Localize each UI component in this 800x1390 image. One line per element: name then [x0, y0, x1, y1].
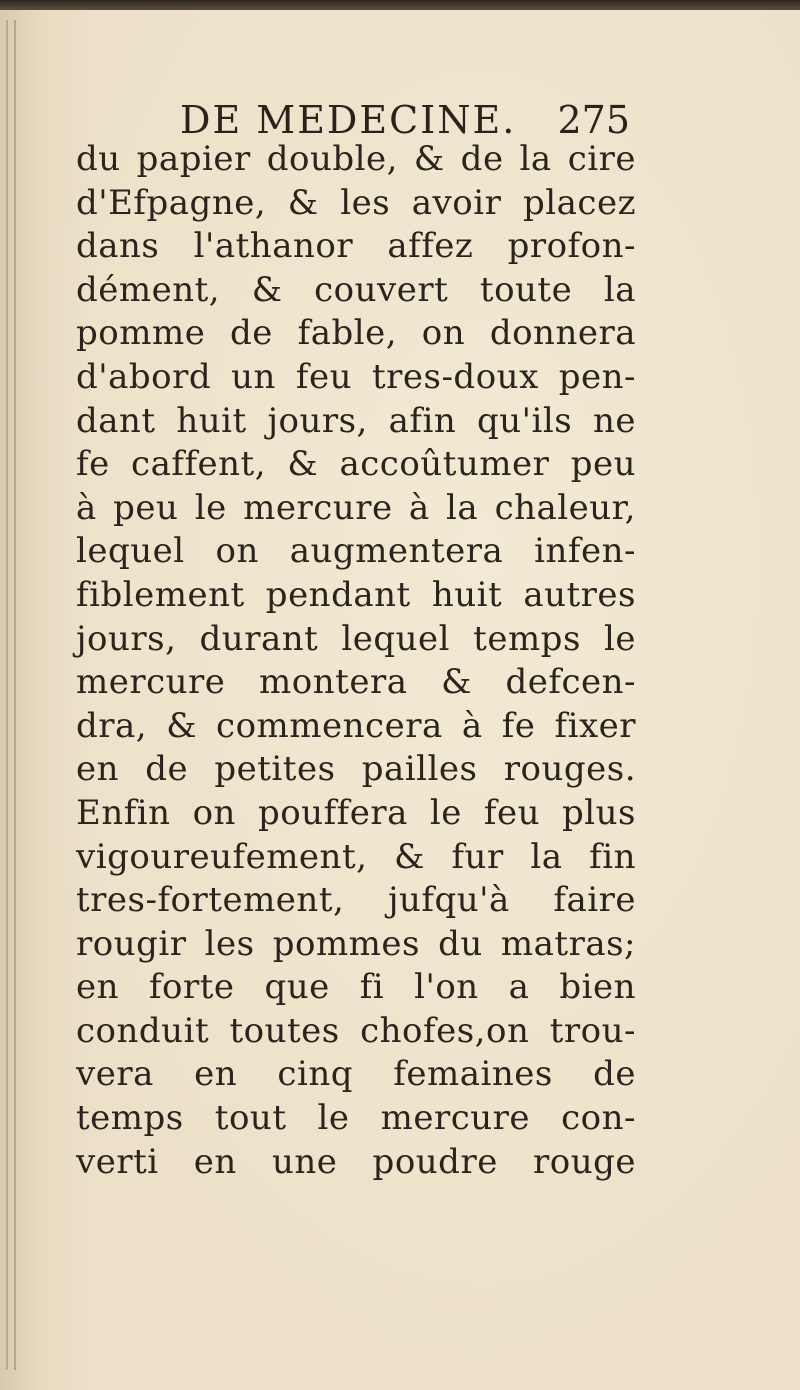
- text-line: du papier double, & de la cire: [76, 139, 636, 179]
- text-line: tres-fortement, jufqu'à faire: [76, 880, 636, 921]
- text-line: temps tout le mercure con-: [76, 1098, 636, 1139]
- text-line: conduit toutes chofes,on trou-: [76, 1010, 636, 1051]
- spine-edge: [6, 20, 8, 1370]
- text-line: en de petites pailles rouges.: [76, 749, 636, 790]
- text-line: dément, & couvert toute la: [76, 269, 636, 310]
- body-text: [76, 138, 636, 1184]
- text-line: jours, durant lequel temps le: [76, 618, 636, 659]
- page-top-edge: [0, 0, 800, 10]
- text-line: pomme de fable, on donnera: [76, 313, 636, 354]
- running-head: DE MEDECINE.: [180, 98, 517, 142]
- text-line: rougir les pommes du matras;: [76, 923, 636, 964]
- text-line: d'Efpagne, & les avoir placez: [76, 182, 636, 223]
- text-line: en forte que fi l'on a bien: [76, 967, 636, 1008]
- page-number: 275: [557, 98, 630, 142]
- text-line: d'abord un feu tres-doux pen-: [76, 356, 636, 397]
- text-line: fiblement pendant huit autres: [76, 574, 636, 615]
- text-line: vera en cinq femaines de: [76, 1054, 636, 1095]
- text-line: dra, & commencera à fe fixer: [76, 705, 636, 746]
- text-line: fe caffent, & accoûtumer peu: [76, 444, 636, 485]
- spine-shadow: [14, 20, 16, 1370]
- text-line: verti en une poudre rouge: [76, 1141, 636, 1182]
- text-line: dant huit jours, afin qu'ils ne: [76, 400, 636, 441]
- text-line: vigoureufement, & fur la fin: [76, 836, 636, 877]
- text-line: à peu le mercure à la chaleur,: [76, 487, 636, 528]
- text-line: dans l'athanor affez profon-: [76, 226, 636, 267]
- text-line: mercure montera & defcen-: [76, 662, 636, 703]
- text-line: lequel on augmentera infen-: [76, 531, 636, 572]
- text-line: Enfin on pouffera le feu plus: [76, 792, 636, 833]
